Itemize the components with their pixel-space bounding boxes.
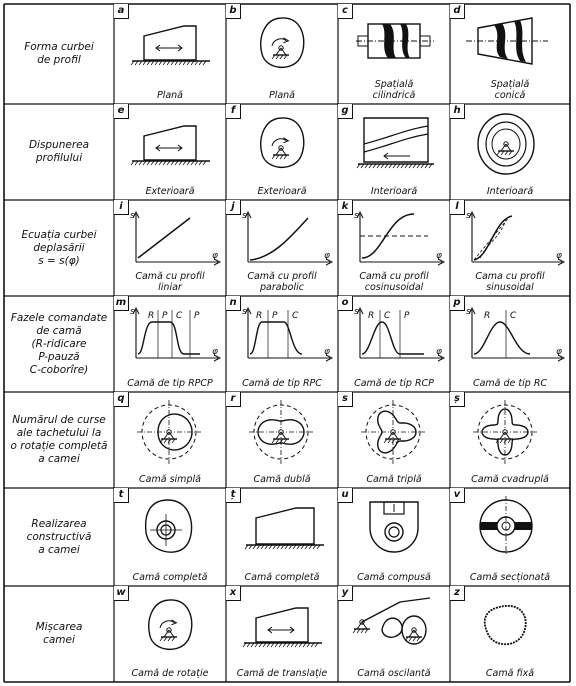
cell-caption: Spațială cilindrică <box>372 79 416 101</box>
table-cell-graph-cosine <box>338 200 450 296</box>
phase-label: R <box>256 311 263 321</box>
cell-caption: Exterioară <box>257 186 307 197</box>
row-label: Numărul de curse ale tachetului la o rotație completă a camei <box>10 414 108 465</box>
cell-letter: e <box>114 104 129 119</box>
row-label: Ecuația curbei deplasării s = s(φ) <box>21 228 97 267</box>
svg-text:s: s <box>354 211 359 221</box>
table-cell-disk-cam-rotating <box>226 104 338 200</box>
cell-letter: t <box>114 488 129 503</box>
cell-letter: n <box>226 296 241 311</box>
svg-text:φ: φ <box>212 347 218 357</box>
cell-letter: k <box>338 200 353 215</box>
svg-text:φ: φ <box>556 251 562 261</box>
svg-text:s: s <box>354 307 359 317</box>
cell-caption: Camă completă <box>132 572 208 583</box>
cell-letter: c <box>338 4 353 19</box>
table-cell-lobes-3 <box>338 392 450 488</box>
phase-label: R <box>148 311 155 321</box>
cell-letter: z <box>450 586 465 601</box>
phase-label: P <box>194 311 200 321</box>
phase-label: C <box>292 311 299 321</box>
row-label: Realizarea constructivă a camei <box>26 517 92 556</box>
svg-text:s: s <box>130 307 135 317</box>
cell-letter: i <box>114 200 129 215</box>
table-cell-conical-cam <box>450 4 570 104</box>
phase-label: R <box>484 311 491 321</box>
disk-cam-rotating-figure <box>226 4 338 104</box>
row-label: Dispunerea profilului <box>28 139 90 164</box>
cell-letter: h <box>450 104 465 119</box>
table-cell-composite-cam <box>338 488 450 586</box>
cell-letter: f <box>226 104 241 119</box>
table-cell-lobes-4 <box>450 392 570 488</box>
cell-letter: a <box>114 4 129 19</box>
table-cell-flat-cam-translating <box>114 4 226 104</box>
table-cell-flat-cam-translating <box>114 104 226 200</box>
svg-text:s: s <box>242 211 247 221</box>
cell-letter: v <box>450 488 465 503</box>
flat-cam-translating-figure <box>114 4 226 104</box>
table-cell-graph-sine <box>450 200 570 296</box>
cell-caption: Camă de tip RPC <box>242 378 322 389</box>
table-cell-fixed-cam <box>450 586 570 682</box>
row-label: Fazele comandate de camă (R-ridicare P-pauză C-coborîre) <box>10 311 108 376</box>
cell-caption: Camă compusă <box>357 572 431 583</box>
svg-text:φ: φ <box>324 251 330 261</box>
cell-letter: u <box>338 488 353 503</box>
table-cell-interior-flat-cam <box>338 104 450 200</box>
cell-caption: Camă triplă <box>366 474 422 485</box>
table-cell-phase-rc <box>450 296 570 392</box>
cell-caption: Camă de tip RCP <box>354 378 434 389</box>
cell-letter: r <box>226 392 241 407</box>
table-cell-complete-disk <box>114 488 226 586</box>
cell-caption: Camă cu profil liniar <box>135 271 205 293</box>
cell-letter: d <box>450 4 465 19</box>
phase-label: P <box>404 311 410 321</box>
phase-label: C <box>176 311 183 321</box>
table-cell-oscillating-cam <box>338 586 450 682</box>
cell-caption: Camă oscilantă <box>357 668 431 679</box>
phase-label: C <box>510 311 517 321</box>
table-cell-interior-groove-cam <box>450 104 570 200</box>
svg-text:φ: φ <box>436 347 442 357</box>
cell-letter: x <box>226 586 241 601</box>
cell-caption: Camă simplă <box>139 474 201 485</box>
cell-caption: Camă cu profil cosinusoidal <box>359 271 429 293</box>
svg-text:φ: φ <box>212 251 218 261</box>
svg-text:s: s <box>242 307 247 317</box>
svg-text:φ: φ <box>556 347 562 357</box>
cell-letter: ț <box>226 488 241 503</box>
table-cell-lobes-2 <box>226 392 338 488</box>
table-cell-graph-parabolic <box>226 200 338 296</box>
svg-text:s: s <box>466 307 471 317</box>
table-cell-phase-rpcp <box>114 296 226 392</box>
cell-caption: Exterioară <box>145 186 195 197</box>
table-cell-flat-cam-translating <box>226 586 338 682</box>
cell-letter: p <box>450 296 465 311</box>
cell-letter: y <box>338 586 353 601</box>
cell-letter: ș <box>450 392 465 407</box>
table-cell-complete-flat <box>226 488 338 586</box>
cell-letter: q <box>114 392 129 407</box>
table-cell-lobes-1 <box>114 392 226 488</box>
cell-caption: Camă de rotație <box>131 668 209 679</box>
phase-label: P <box>272 311 278 321</box>
table-cell-cylindrical-cam <box>338 4 450 104</box>
cell-caption: Interioară <box>486 186 534 197</box>
table-cell-phase-rpc <box>226 296 338 392</box>
phase-label: R <box>368 311 375 321</box>
phase-label: C <box>384 311 391 321</box>
cell-caption: Camă de translație <box>236 668 328 679</box>
table-cell-sectioned-cam <box>450 488 570 586</box>
cell-caption: Camă cvadruplă <box>471 474 549 485</box>
svg-text:s: s <box>130 211 135 221</box>
cell-letter: j <box>226 200 241 215</box>
cell-caption: Camă de tip RPCP <box>127 378 213 389</box>
table-cell-phase-rcp <box>338 296 450 392</box>
table-cell-disk-cam-rotating <box>226 4 338 104</box>
svg-text:s: s <box>466 211 471 221</box>
table-cell-graph-linear <box>114 200 226 296</box>
cell-letter: o <box>338 296 353 311</box>
cell-caption: Camă cu profil parabolic <box>247 271 317 293</box>
cell-caption: Spațială conică <box>490 79 530 101</box>
cell-caption: Camă fixă <box>485 668 535 679</box>
cell-caption: Camă secționată <box>469 572 551 583</box>
cell-caption: Camă dublă <box>253 474 311 485</box>
cell-caption: Camă de tip RC <box>472 378 548 389</box>
cell-letter: s <box>338 392 353 407</box>
svg-text:φ: φ <box>436 251 442 261</box>
cell-caption: Camă completă <box>244 572 320 583</box>
row-label: Mișcarea camei <box>35 621 83 646</box>
cell-letter: b <box>226 4 241 19</box>
svg-text:φ: φ <box>324 347 330 357</box>
cell-letter: l <box>450 200 465 215</box>
cell-caption: Plană <box>156 90 184 101</box>
table-cell-disk-cam-rotating <box>114 586 226 682</box>
phase-label: P <box>162 311 168 321</box>
cell-letter: w <box>114 586 129 601</box>
cell-caption: Plană <box>268 90 296 101</box>
cell-letter: g <box>338 104 353 119</box>
cell-letter: m <box>114 296 129 311</box>
cell-caption: Interioară <box>370 186 418 197</box>
cell-caption: Cama cu profil sinusoidal <box>475 271 545 293</box>
row-label: Forma curbei de profil <box>24 41 94 66</box>
